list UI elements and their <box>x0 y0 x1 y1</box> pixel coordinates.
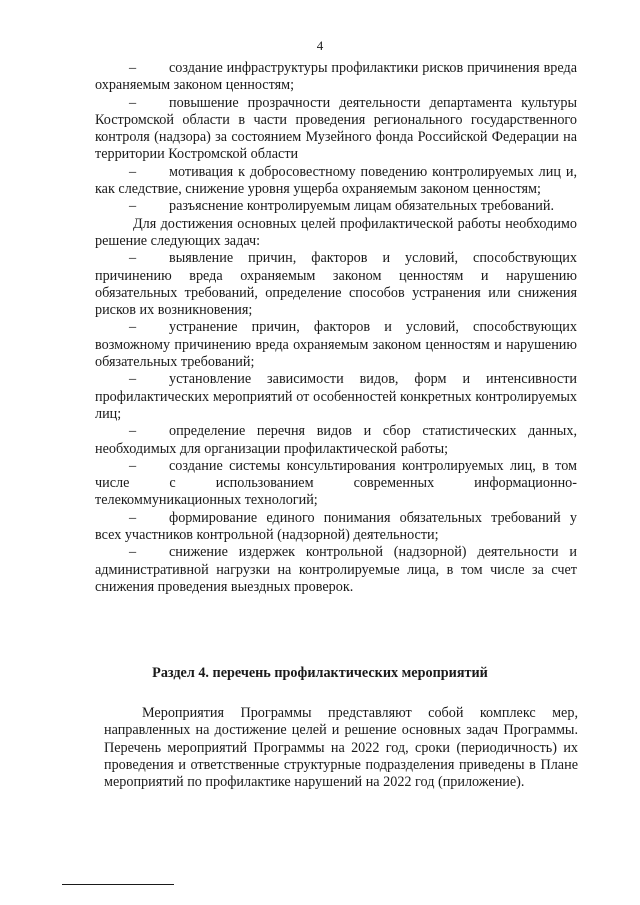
dash-marker: – <box>129 544 137 561</box>
list-item: – создание инфраструктуры профилактики рисков причинения вреда охраняемым законом ценностям; <box>95 60 577 94</box>
list-item: – повышение прозрачности деятельности департамента культуры Костромской области в части проведения регионального государственного контроля (надзора) за состоянием Музейного фонда Российской Федерации на территории Костромской области <box>95 94 577 163</box>
dash-marker: – <box>129 163 137 180</box>
footnote-separator <box>62 884 174 885</box>
dash-marker: – <box>129 457 137 474</box>
list-item: – определение перечня видов и сбор статистических данных, необходимых для организации профилактической работы; <box>95 423 577 457</box>
dash-marker: – <box>129 371 137 388</box>
dash-marker: – <box>129 423 137 440</box>
list-item: – выявление причин, факторов и условий, способствующих причинению вреда охраняемым законом ценностям и нарушению обязательных требований, определение способов устранения или снижения рисков их возникновения; <box>95 250 577 319</box>
list-item: – формирование единого понимания обязательных требований у всех участников контрольной (надзорной) деятельности; <box>95 509 577 544</box>
list-item: – установление зависимости видов, форм и интенсивности профилактических мероприятий от особенностей конкретных контролируемых лиц; <box>95 371 577 422</box>
section-title: Раздел 4. перечень профилактических мероприятий <box>152 665 488 681</box>
dash-marker: – <box>129 319 137 336</box>
dash-marker: – <box>129 198 137 215</box>
final-paragraph: Мероприятия Программы представляют собой комплекс мер, направленных на достижение целей и решение основных задач Программы. Перечень мероприятий Программы на 2022 год, сроки (периодичность) их проведения и ответственные структурные подразделения приведены в Плане мероприятий по профилактике нарушений на 2022 год (приложение). <box>104 705 578 791</box>
final-block <box>104 705 578 791</box>
dash-marker: – <box>129 509 137 526</box>
list-item: – снижение издержек контрольной (надзорной) деятельности и административной нагрузки на контролируемые лица, в том числе за счет снижения проведения выездных проверок. <box>95 544 577 595</box>
list-item: – мотивация к добросовестному поведению контролируемых лиц и, как следствие, снижение уровня ущерба охраняемым законом ценностям; <box>95 163 577 198</box>
intro-paragraph: Для достижения основных целей профилактической работы необходимо решение следующих задач: <box>95 215 577 249</box>
list-item: – разъяснение контролируемым лицам обязательных требований. <box>129 198 555 215</box>
list-item: – создание системы консультирования контролируемых лиц, в том числе с использованием современных информационно-телекоммуникационных технологий; <box>95 457 577 509</box>
dash-marker: – <box>129 250 137 267</box>
page-number: 4 <box>316 38 324 53</box>
tasks-block <box>95 60 577 596</box>
dash-marker: – <box>129 94 137 111</box>
dash-marker: – <box>129 60 137 76</box>
list-item: – устранение причин, факторов и условий, способствующих возможному причинению вреда охраняемым законом ценностям и нарушению обязательных требований; <box>95 319 577 371</box>
